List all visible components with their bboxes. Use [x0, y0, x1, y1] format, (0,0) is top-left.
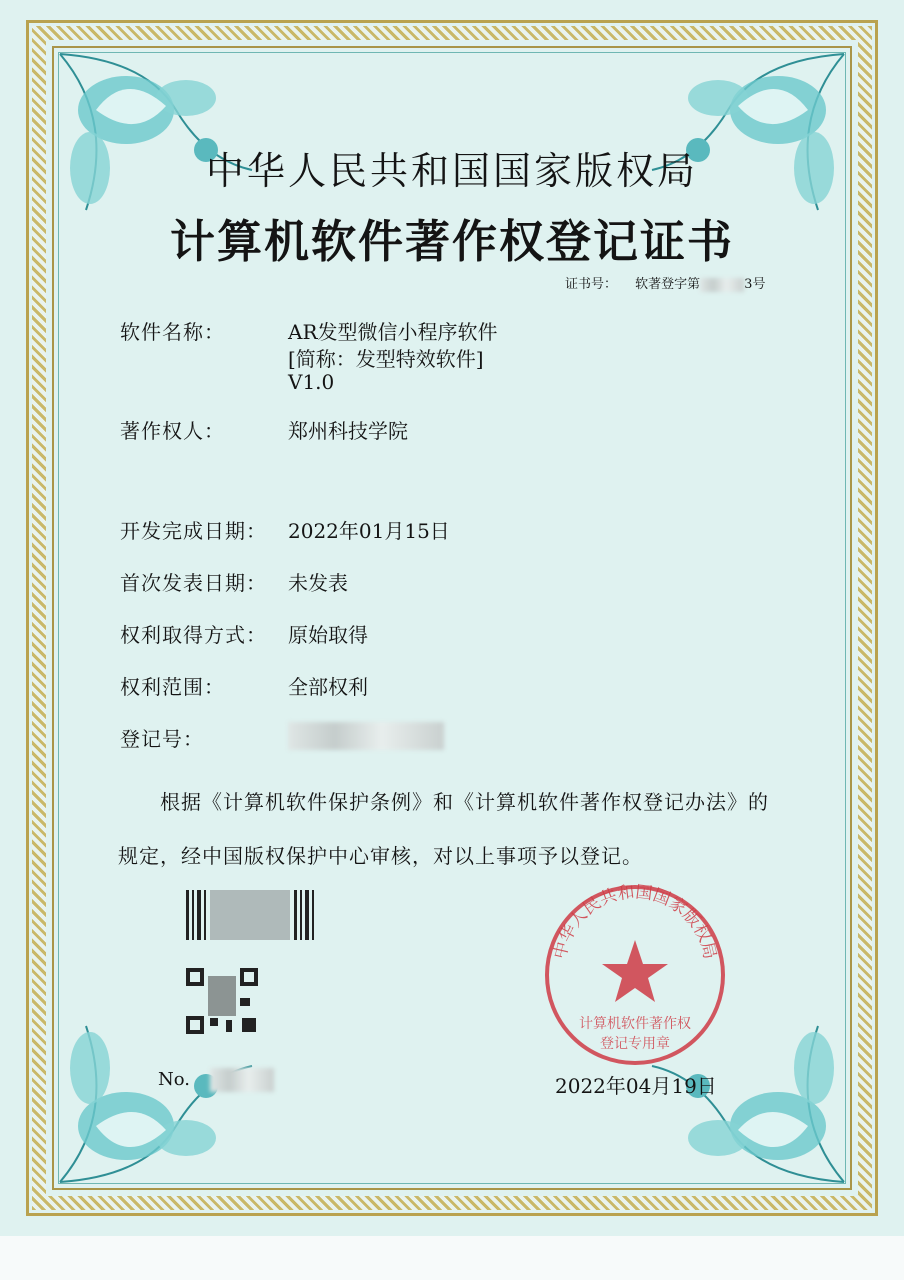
certificate-number: [565, 273, 765, 292]
serial-number: [158, 1068, 274, 1092]
statement-line2: 规定，经中国版权保护中心审核，对以上事项予以登记。: [118, 844, 643, 868]
first-publication-value: 未发表: [288, 571, 348, 595]
copyright-owner-label: 著作权人：: [120, 419, 225, 443]
copyright-owner-value: 郑州科技学院: [288, 419, 408, 443]
seal-ring-text: 中华人民共和国国家版权局: [550, 882, 720, 962]
seal-text-line2: 登记专用章: [600, 1036, 670, 1052]
statement-line1: 根据《计算机软件保护条例》和《计算机软件著作权登记办法》的: [160, 790, 769, 814]
qr-code-image: [186, 968, 258, 1034]
completion-date-value: 2022年01月15日: [288, 519, 450, 543]
software-name-line1: AR发型微信小程序软件: [288, 320, 498, 344]
software-version: V1.0: [288, 370, 335, 394]
software-name-label: 软件名称：: [120, 320, 225, 344]
software-name-line2: [简称：发型特效软件]: [288, 347, 484, 371]
star-icon: [602, 940, 668, 1002]
barcode-image: [186, 890, 316, 940]
official-seal: [540, 880, 730, 1070]
redacted-certificate-number: [700, 278, 744, 292]
acquisition-method-value: 原始取得: [288, 623, 368, 647]
certificate-number-label: 证书号：: [565, 277, 618, 292]
issuing-authority: 中华人民共和国国家版权局: [205, 149, 698, 193]
corner-ornament-bottom-left: [56, 1016, 256, 1186]
issue-date: 2022年04月19日: [555, 1074, 717, 1098]
certificate-number-suffix: 3号: [744, 277, 766, 292]
acquisition-method-label: 权利取得方式：: [120, 623, 267, 647]
certificate-title: 计算机软件著作权登记证书: [169, 215, 734, 268]
certificate-number-prefix: 软著登字第: [635, 277, 701, 292]
scan-margin: [0, 1236, 904, 1280]
first-publication-label: 首次发表日期：: [120, 571, 267, 595]
rights-scope-label: 权利范围：: [120, 675, 225, 699]
completion-date-label: 开发完成日期：: [120, 519, 267, 543]
registration-number-label: 登记号：: [120, 727, 204, 751]
redacted-registration-number: [288, 722, 444, 750]
rights-scope-value: 全部权利: [288, 675, 368, 699]
seal-text-line1: 计算机软件著作权: [579, 1016, 691, 1032]
redacted-serial-number: [210, 1068, 274, 1092]
serial-number-label: No.: [158, 1069, 190, 1090]
